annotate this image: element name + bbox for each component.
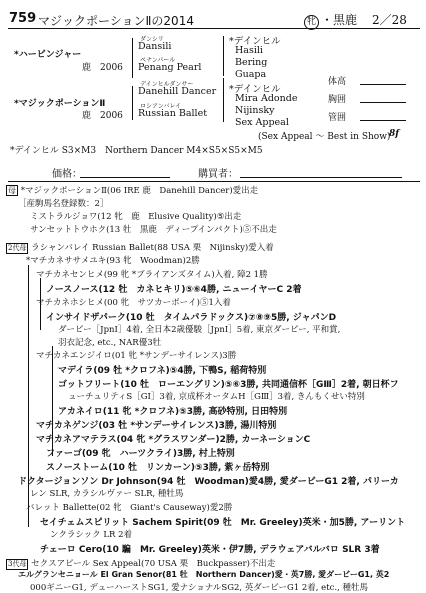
chest-label: 胸囲 — [328, 95, 347, 105]
family-note: (Sex Appeal ～ Best in Show) — [258, 132, 391, 142]
l13: マチカネアマテラス(04 牝 *グラスワンダー)2勝, カーネーションC — [36, 435, 311, 445]
l18: バレット Ballette(02 牝 Giant's Causeway)愛2勝 — [26, 503, 233, 513]
third-dam-tag: 3代母 — [8, 560, 27, 568]
second-dam-tag: 2代母 — [8, 244, 27, 252]
height-field[interactable] — [360, 84, 406, 85]
ss-ruby: ダンシリ — [140, 36, 164, 43]
l12: マチカネゲンジ(03 牡 *サンデーサイレンス)3勝, 湯川特別 — [36, 421, 277, 431]
l1: マチカネセンヒメ(99 牝 *ブライアンズタイム)入着, 障2 1勝 — [36, 270, 268, 280]
bracket-dam — [132, 86, 133, 120]
dam-tag-icon: 母 — [8, 186, 16, 195]
t0: エルグランセニョール El Gran Senor(81 牡 Northern Dancer)愛・英7勝, 愛ダービーG1, 英2 — [18, 570, 390, 579]
chest-field[interactable] — [360, 102, 406, 103]
height-label: 体高 — [328, 77, 347, 87]
dds-name: Nijinsky — [235, 105, 275, 116]
price-field[interactable] — [80, 177, 170, 178]
l10: ューチュリティS［GⅠ］3着, 京成杯オータムH［GⅢ］3着, きんもくせい特別 — [68, 392, 365, 402]
family-number: 8f — [389, 129, 400, 139]
dd-ruby: ロシアンバレイ — [140, 103, 182, 110]
l17: レン SLR, カラシルヴァー SLR, 種牡馬 — [30, 489, 184, 499]
ds-ruby: デインヒルダンサー — [140, 81, 194, 88]
l9: ゴットフリート(10 牡 ローエングリン)⑤⑥3勝, 共同通信杯［GⅢ］2着, 朝日杯フ — [58, 380, 399, 390]
dd-name: Russian Ballet — [138, 108, 208, 119]
l2: ノースノース(12 牡 カネヒキリ)⑤⑥4勝, ニューイヤーC 2着 — [46, 285, 302, 295]
sd-ruby: ペナンパール — [140, 57, 176, 64]
inbreeding: *デインヒル S3×M3 Northern Dancer M4×S5×S5×M5 — [10, 146, 263, 156]
lot-number: 759 — [9, 11, 37, 26]
l21: チェーロ Cero(10 騙 Mr. Greeley)英米・伊7勝, デラウェアバルバロ SLR 3着 — [40, 545, 380, 555]
l15: スノーストーム(10 牡 リンカーン)⑤3勝, 紫ヶ岳特別 — [46, 463, 270, 473]
tree-line-a — [28, 265, 29, 465]
bracket-sire — [132, 38, 133, 78]
ddd-name: Sex Appeal — [235, 117, 289, 128]
t1: 000ギニーG1, デューハーストSG1, 愛ナショナルSG2, 英ダービーG1 2着, etc., 種牡馬 — [30, 583, 368, 593]
foal-1: ミストラルジョワ(12 牝 鹿 Elusive Quality)⑤出走 — [30, 212, 242, 222]
dam-heading-text: *マジックポーションⅡ(06 IRE 鹿 Danehill Dancer)愛出走 — [20, 186, 259, 196]
horse-title: マジックポーションⅡの2014 — [38, 14, 194, 28]
sdd-name: Guapa — [235, 69, 267, 80]
l3: マチカネホシヒメ(00 牝 サツカーボーイ)⑤1入着 — [36, 298, 231, 308]
third-dam-heading-text: セクスアピール Sex Appeal(70 USA 栗 Buckpasser)不出走 — [31, 559, 276, 569]
sire-info: 鹿 2006 — [82, 63, 123, 73]
l5: ダービー［JpnⅠ］4着, 全日本2歳優駿［JpnⅠ］5着, 東京ダービー, 平和賞, — [58, 325, 341, 335]
l0: *マチカネササメユキ(93 牝 Woodman)2勝 — [26, 256, 200, 266]
dam-heading — [6, 184, 258, 196]
ss-name: Dansili — [138, 41, 172, 52]
bracket-ss — [223, 36, 224, 76]
tree-line-d — [28, 452, 29, 527]
l4: インサイドザパーク(10 牡 タイムパラドックス)⑦⑧⑨5勝, ジャパンD — [46, 313, 337, 323]
cannon-label: 管囲 — [328, 113, 347, 123]
second-dam-heading-text: ラシャンバレイ Russian Ballet(88 USA 栗 Nijinsky)愛入着 — [31, 243, 274, 253]
ds-name: Danehill Dancer — [138, 86, 217, 97]
foal-2: サンセットトウホク(13 牡 黒鹿 ディープインパクト)⑤不出走 — [30, 225, 277, 235]
l19: セイチェムスピリット Sachem Spirit(09 牡 Mr. Greeley)英米・加5勝, アーリント — [40, 518, 406, 528]
header-rule — [8, 28, 420, 29]
price-label: 価格： — [52, 169, 82, 180]
sire-name: *ハービンジャー — [14, 50, 82, 60]
l11: アカネイロ(11 牝 *クロフネ)⑤3勝, 高砂特別, 日田特別 — [58, 407, 288, 417]
buyer-field[interactable] — [240, 177, 402, 178]
second-dam-heading — [6, 241, 274, 254]
dam-reg: ［産駒馬名登録数：2］ — [18, 199, 109, 209]
coat-color: ・黒鹿 — [321, 13, 358, 27]
dss-name: *デインヒル — [229, 84, 281, 95]
sds-name: Bering — [235, 57, 268, 68]
dam-info: 鹿 2006 — [82, 111, 123, 121]
sss-name: *デインヒル — [229, 36, 281, 47]
ssd-name: Hasili — [235, 45, 263, 56]
l8: マデイラ(09 牡 *クロフネ)⑤4勝, 下鴨S, 稲荷特別 — [58, 366, 267, 376]
cannon-field[interactable] — [360, 120, 406, 121]
sd-name: Penang Pearl — [138, 62, 202, 73]
sex-mark: 牝 — [304, 15, 319, 30]
section-rule — [8, 181, 420, 182]
l14: ファーゴ(09 牝 ハーツクライ)3勝, 村上特別 — [46, 449, 235, 459]
l6: 羽衣記念, etc., NAR優3牡 — [58, 338, 162, 348]
l16: ドクタージョンソン Dr Johnson(94 牡 Woodman)愛4勝, 愛ダービーG1 2着, パリーカ — [18, 477, 399, 487]
dam-name: *マジックポーションⅡ — [14, 99, 106, 109]
l7: マチカネエンジイロ(01 牝 *サンデーサイレンス)3勝 — [36, 351, 237, 361]
birth-date: 2／28 — [372, 13, 407, 27]
buyer-label: 購買者： — [198, 169, 238, 180]
bracket-ds — [223, 78, 224, 122]
l20: ンクラシック LR 2着 — [50, 530, 133, 540]
dsd-name: Mira Adonde — [235, 93, 298, 104]
